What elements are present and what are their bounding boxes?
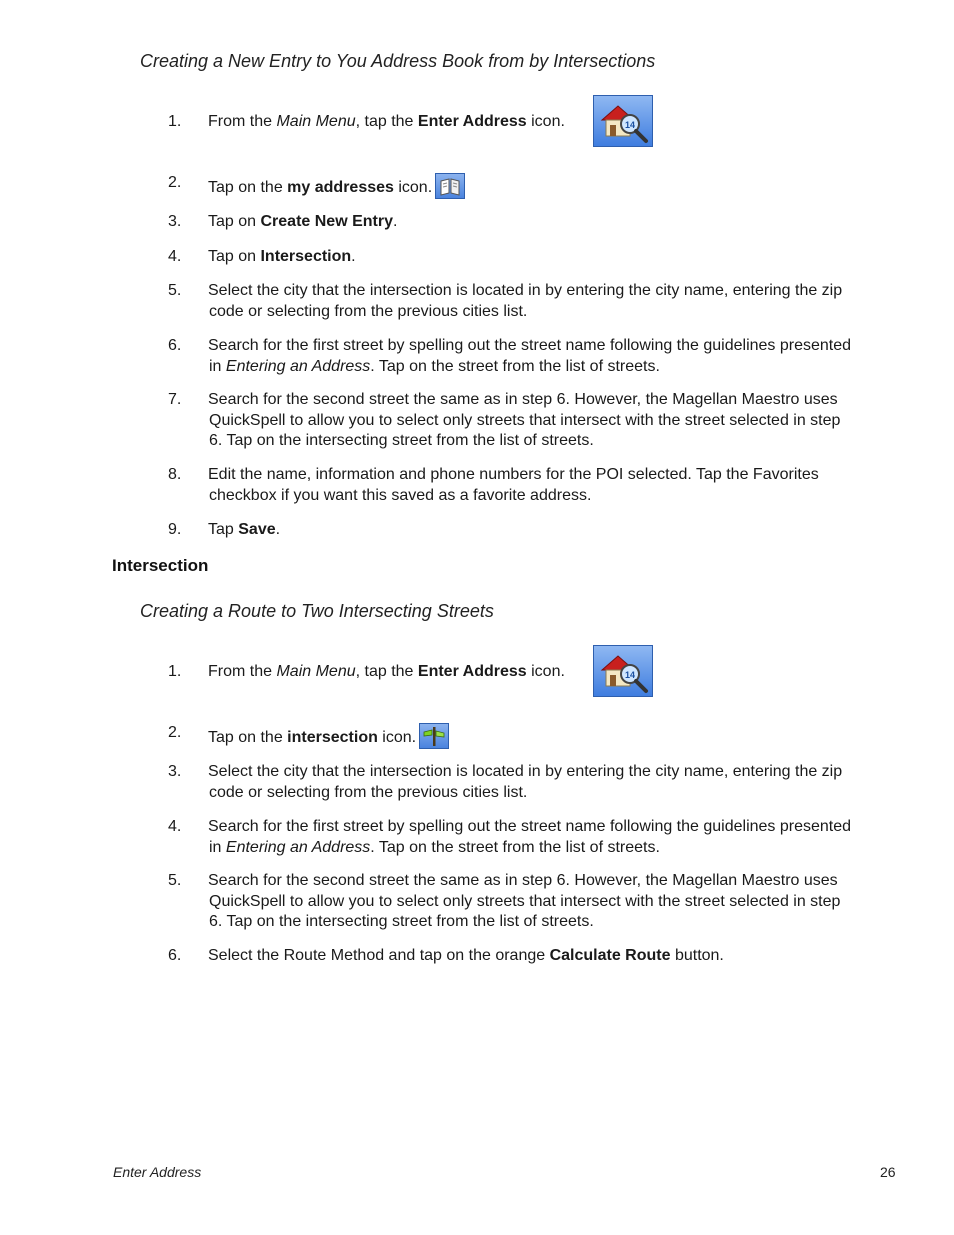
intersection-signpost-icon bbox=[419, 723, 449, 749]
enter-address-icon bbox=[593, 95, 653, 147]
section-heading: Intersection bbox=[112, 556, 209, 575]
footer-section-title: Enter Address bbox=[113, 1164, 202, 1180]
document-page: Creating a New Entry to You Address Book from by Intersections 1. From the Main Menu, tap the Enter Address icon. 14 2. Tap on the my addresses icon. 3. Tap on Create New Entry. 4. Tap on Intersection. 5. Select the city that the intersection is located in by entering the city name, entering the zip code or selecting from the previous cities list. 6. Search for the first street by spelling out the street name following the guidelines presented in Entering an Address. Tap on the street from the list of streets. 7. Search for the second street the same as in step 6. However, the Magellan Maestro uses QuickSpell to allow you to select only streets that intersect with the street selected in step 6. Tap on the intersecting street from the list of streets. 8. Edit the name, information and phone numbers for the POI selected. Tap the Favorites checkbox if you want this saved as a favorite address. 9. Tap Save. Intersection Creating a Route to Two Intersecting Streets 1. From the Main Menu, tap the Enter Address icon. 14 2. Tap on the intersection icon. 3. Select the city that the intersection is located in by entering the city name, entering the zip code or selecting from the previous cities list. 4. Search for the first street by spelling out the street name following the guidelines presented in Entering an Address. Tap on the street from the list of streets. 5. Search for the second street the same as in step 6. However, the Magellan Maestro uses QuickSpell to allow you to select only streets that intersect with the street selected in step 6. Tap on the intersecting street from the list of streets. 6. Select the Route Method and tap on the orange Calculate Route button. Enter Address 26 bbox=[112, 51, 896, 1180]
svg-text:14: 14 bbox=[625, 670, 636, 680]
subhead-route-intersecting: Creating a Route to Two Intersecting Streets bbox=[140, 601, 494, 621]
enter-address-icon bbox=[593, 645, 653, 697]
step-number: 1. bbox=[168, 113, 182, 130]
subhead-new-entry: Creating a New Entry to You Address Book from by Intersections bbox=[140, 51, 656, 71]
svg-text:14: 14 bbox=[625, 120, 636, 130]
page-number: 26 bbox=[880, 1164, 896, 1180]
address-book-icon bbox=[435, 173, 465, 199]
